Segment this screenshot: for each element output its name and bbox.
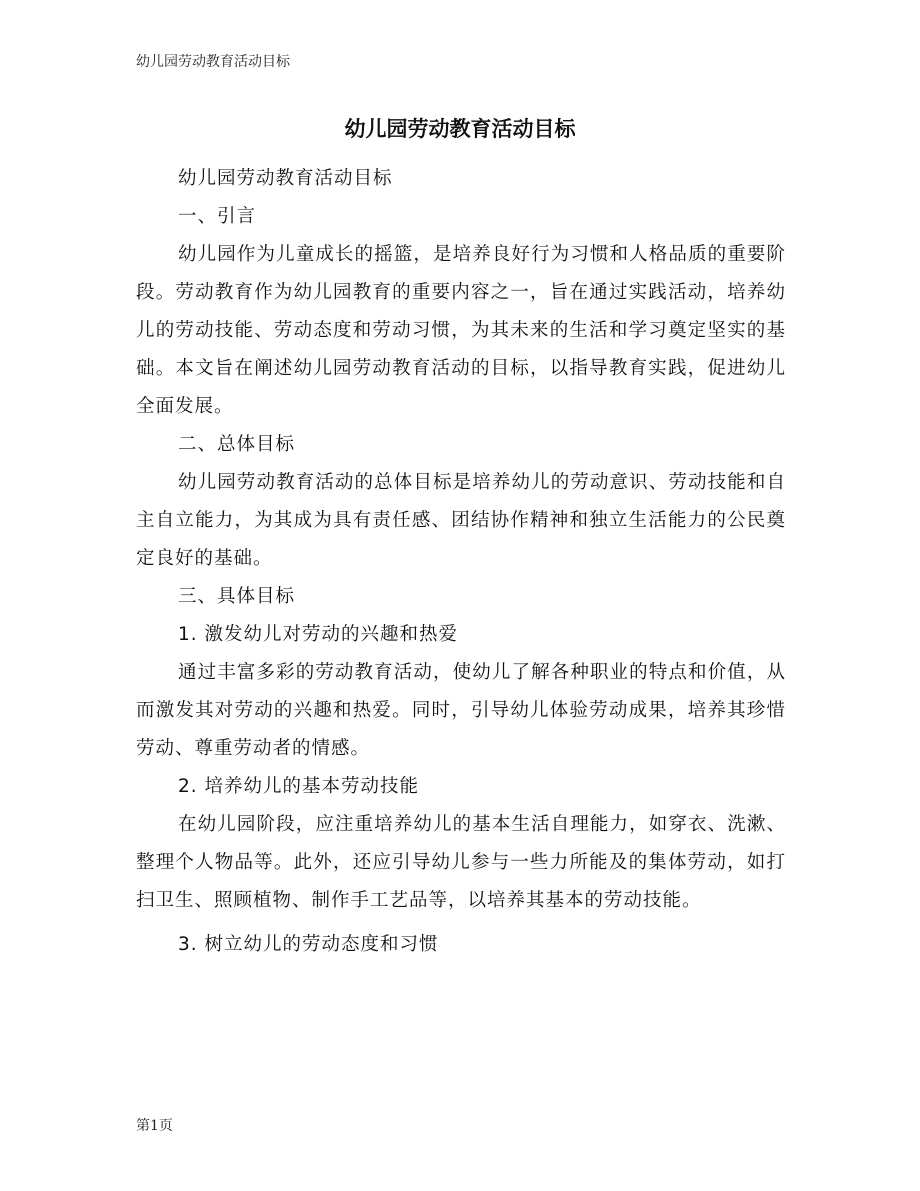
item-heading-3: 3. 树立幼儿的劳动态度和习惯: [178, 934, 439, 955]
paragraph-overall-goal: 幼儿园劳动教育活动的总体目标是培养幼儿的劳动意识、劳动技能和自主自立能力，为其成为具有责任感、团结协作精神和独立生活能力的公民奠定良好的基础。: [136, 472, 786, 569]
item-heading-1: 1. 激发幼儿对劳动的兴趣和热爱: [178, 624, 459, 645]
paragraph-introduction: 幼儿园作为儿童成长的摇篮，是培养良好行为习惯和人格品质的重要阶段。劳动教育作为幼儿园教育的重要内容之一，旨在通过实践活动，培养幼儿的劳动技能、劳动态度和劳动习惯，为其未来的生活和学习奠定坚实的基础。本文旨在阐述幼儿园劳动教育活动的目标，以指导教育实践，促进幼儿全面发展。: [136, 244, 786, 417]
paragraph-item-2: 在幼儿园阶段，应注重培养幼儿的基本生活自理能力，如穿衣、洗漱、整理个人物品等。此外，还应引导幼儿参与一些力所能及的集体劳动，如打扫卫生、照顾植物、制作手工艺品等，以培养其基本的劳动技能。: [136, 814, 786, 911]
page-number: 第1页: [136, 1118, 173, 1134]
heading-introduction: 一、引言: [178, 206, 257, 227]
item-heading-2: 2. 培养幼儿的基本劳动技能: [178, 776, 420, 797]
heading-overall-goal: 二、总体目标: [178, 434, 296, 455]
heading-specific-goals: 三、具体目标: [178, 586, 296, 607]
paragraph-item-1: 通过丰富多彩的劳动教育活动，使幼儿了解各种职业的特点和价值，从而激发其对劳动的兴趣和热爱。同时，引导幼儿体验劳动成果，培养其珍惜劳动、尊重劳动者的情感。: [136, 662, 786, 759]
paragraph-subtitle: 幼儿园劳动教育活动目标: [178, 168, 393, 189]
document-title: 幼儿园劳动教育活动目标: [344, 117, 576, 141]
document-body: [136, 160, 786, 964]
running-header: 幼儿园劳动教育活动目标: [136, 54, 290, 70]
